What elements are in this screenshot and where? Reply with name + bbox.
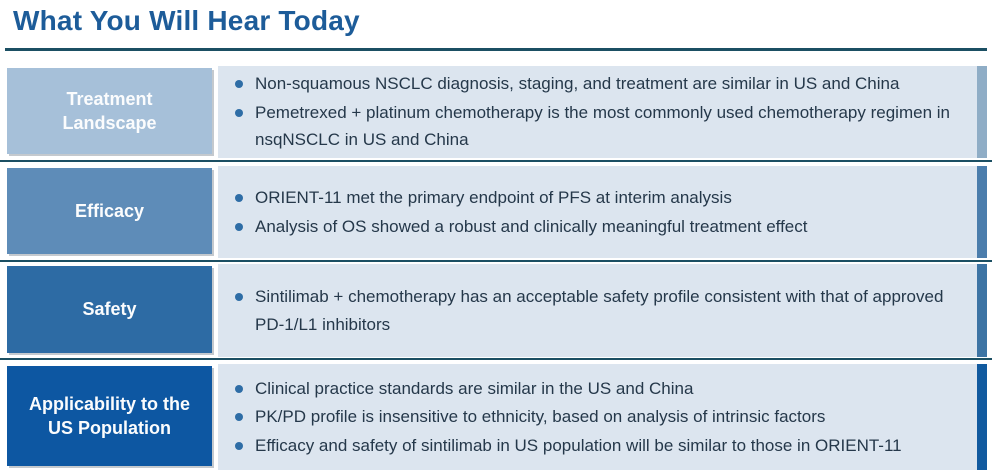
summary-row bbox=[0, 364, 992, 470]
summary-row bbox=[0, 166, 992, 258]
bullet-item bbox=[218, 70, 969, 98]
row-label-text: Applicability to the US Population bbox=[28, 393, 190, 438]
bullet-dot-icon bbox=[235, 385, 243, 393]
bullet-list bbox=[218, 69, 969, 155]
bullet-dot-icon bbox=[235, 293, 243, 301]
bullet-text: ORIENT-11 met the primary endpoint of PFS at interim analysis bbox=[255, 187, 732, 207]
row-label bbox=[7, 366, 212, 466]
bullet-item bbox=[218, 375, 969, 403]
row-label-text: Efficacy bbox=[74, 200, 145, 221]
bullet-dot-icon bbox=[235, 223, 243, 231]
row-divider bbox=[0, 260, 992, 262]
row-content bbox=[218, 166, 987, 258]
row-label bbox=[7, 68, 212, 154]
page-title: What You Will Hear Today bbox=[13, 5, 360, 36]
bullet-item bbox=[218, 432, 969, 460]
summary-row bbox=[0, 66, 992, 158]
row-label-text: Safety bbox=[82, 299, 137, 320]
row-content bbox=[218, 364, 987, 470]
row-label bbox=[7, 168, 212, 254]
row-divider bbox=[0, 160, 992, 162]
bullet-item bbox=[218, 283, 969, 338]
title-underline bbox=[5, 48, 987, 51]
bullet-text: Clinical practice standards are similar in the US and China bbox=[255, 378, 694, 398]
row-label bbox=[7, 266, 212, 353]
row-content bbox=[218, 66, 987, 158]
bullet-item bbox=[218, 403, 969, 431]
bullet-text: PK/PD profile is insensitive to ethnicity, based on analysis of intrinsic factors bbox=[255, 407, 826, 427]
bullet-text: Sintilimab + chemotherapy has an acceptable safety profile consistent with that of approved PD-1/L1 inhibitors bbox=[255, 286, 944, 334]
bullet-dot-icon bbox=[235, 194, 243, 202]
bullet-list bbox=[218, 282, 969, 339]
bullet-item bbox=[218, 99, 969, 154]
bullet-dot-icon bbox=[235, 109, 243, 117]
bullet-text: Non-squamous NSCLC diagnosis, staging, and treatment are similar in US and China bbox=[255, 74, 900, 94]
bullet-dot-icon bbox=[235, 80, 243, 88]
bullet-list bbox=[218, 374, 969, 461]
bullet-text: Analysis of OS showed a robust and clinically meaningful treatment effect bbox=[255, 216, 808, 236]
bullet-dot-icon bbox=[235, 442, 243, 450]
bullet-item bbox=[218, 213, 969, 241]
bullet-list bbox=[218, 183, 969, 241]
row-label-text: Treatment Landscape bbox=[62, 88, 157, 133]
row-content bbox=[218, 264, 987, 357]
bullet-item bbox=[218, 184, 969, 212]
bullet-text: Efficacy and safety of sintilimab in US population will be similar to those in ORIENT-11 bbox=[255, 435, 902, 455]
bullet-dot-icon bbox=[235, 413, 243, 421]
bullet-text: Pemetrexed + platinum chemotherapy is the most commonly used chemotherapy regimen in nsqNSCLC in US and China bbox=[255, 102, 950, 150]
summary-row bbox=[0, 264, 992, 357]
row-divider bbox=[0, 358, 992, 360]
